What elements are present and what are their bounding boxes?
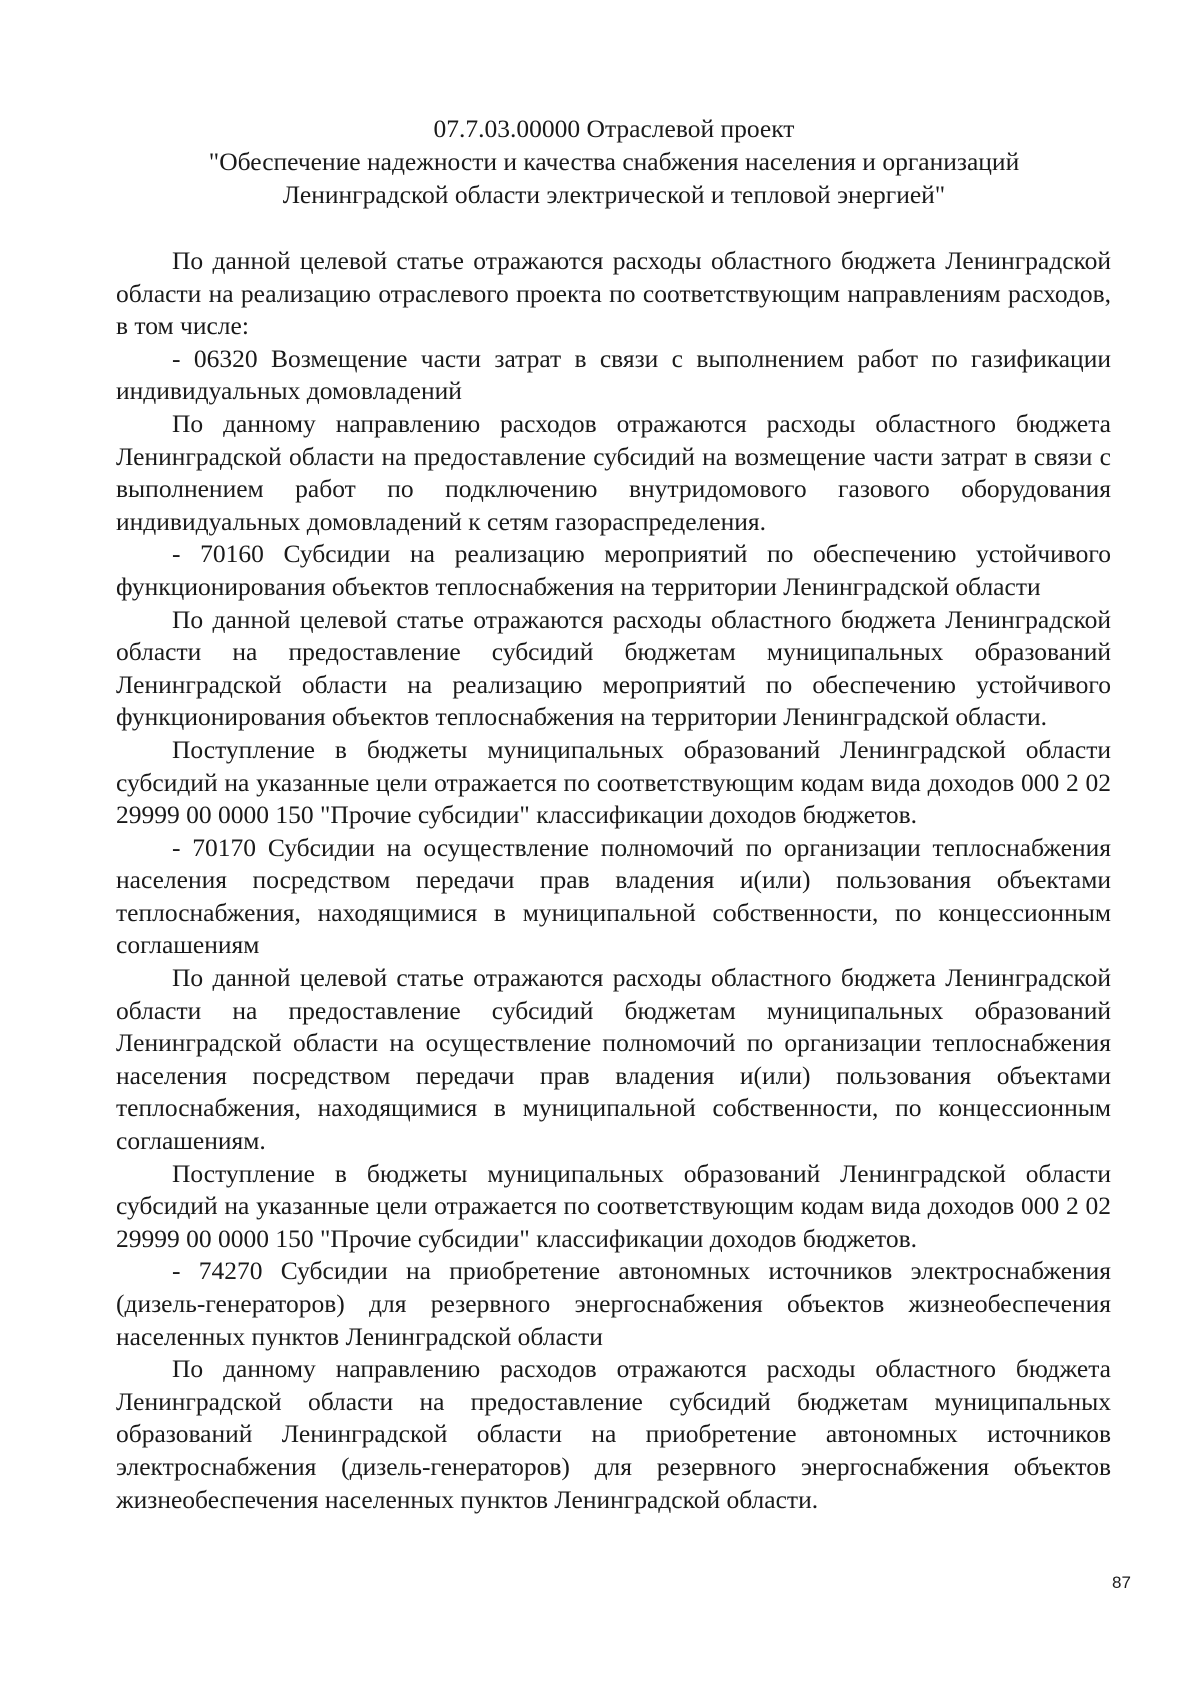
paragraph-item-70170: - 70170 Субсидии на осуществление полномочий по организации теплоснабжения населения посредством передачи прав владения и(или) пользования объектами теплоснабжения, находящимися в муниципальной собственности, по концессионным соглашениям [116,832,1111,960]
heading-line-title: "Обеспечение надежности и качества снабжения населения и организаций [208,147,1020,176]
paragraph-income-70160: Поступление в бюджеты муниципальных образований Ленинградской области субсидий на указанные цели отражается по соответствующим кодам вида доходов 000 2 02 29999 00 0000 150 "Прочие субсидии" классификации доходов бюджетов. [116,734,1111,830]
document-body [116,245,1111,1516]
paragraph-item-74270: - 74270 Субсидии на приобретение автономных источников электроснабжения (дизель-генераторов) для резервного энергоснабжения объектов жизнеобеспечения населенных пунктов Ленинградской области [116,1256,1111,1351]
paragraph-desc-74270: По данному направлению расходов отражаются расходы областного бюджета Ленинградской области на предоставление субсидий бюджетам муниципальных образований Ленинградской области на приобретение автономных источников электроснабжения (дизель-генераторов) для резервного энергоснабжения объектов жизнеобеспечения населенных пунктов Ленинградской области. [116,1354,1111,1514]
paragraph-desc-70160: По данной целевой статье отражаются расходы областного бюджета Ленинградской области на предоставление субсидий бюджетам муниципальных образований Ленинградской области на реализацию мероприятий по обеспечению устойчивого функционирования объектов теплоснабжения на территории Ленинградской области. [116,604,1111,732]
heading-line-code: 07.7.03.00000 Отраслевой проект [433,114,795,143]
section-heading [116,112,1112,211]
paragraph-desc-70170: По данной целевой статье отражаются расходы областного бюджета Ленинградской области на предоставление субсидий бюджетам муниципальных образований Ленинградской области на осуществление полномочий по организации теплоснабжения населения посредством передачи прав владения и(или) пользования объектами теплоснабжения, находящимися в муниципальной собственности, по концессионным соглашениям. [116,963,1111,1156]
paragraph-item-70160: - 70160 Субсидии на реализацию мероприятий по обеспечению устойчивого функционирования объектов теплоснабжения на территории Ленинградской области [116,539,1111,601]
paragraph-intro: По данной целевой статье отражаются расходы областного бюджета Ленинградской области на реализацию отраслевого проекта по соответствующим направлениям расходов, в том числе: [116,246,1111,341]
paragraph-desc-06320: По данному направлению расходов отражаются расходы областного бюджета Ленинградской области на предоставление субсидий на возмещение части затрат в связи с выполнением работ по подключению внутридомового газового оборудования индивидуальных домовладений к сетям газораспределения. [116,408,1111,536]
paragraph-item-06320: - 06320 Возмещение части затрат в связи с выполнением работ по газификации индивидуальных домовладений [116,343,1111,406]
page-number: 87 [1112,1573,1131,1592]
paragraph-income-70170: Поступление в бюджеты муниципальных образований Ленинградской области субсидий на указанные цели отражается по соответствующим кодам вида доходов 000 2 02 29999 00 0000 150 "Прочие субсидии" классификации доходов бюджетов. [116,1158,1111,1253]
heading-line-title-cont: Ленинградской области электрической и тепловой энергией" [282,180,946,209]
